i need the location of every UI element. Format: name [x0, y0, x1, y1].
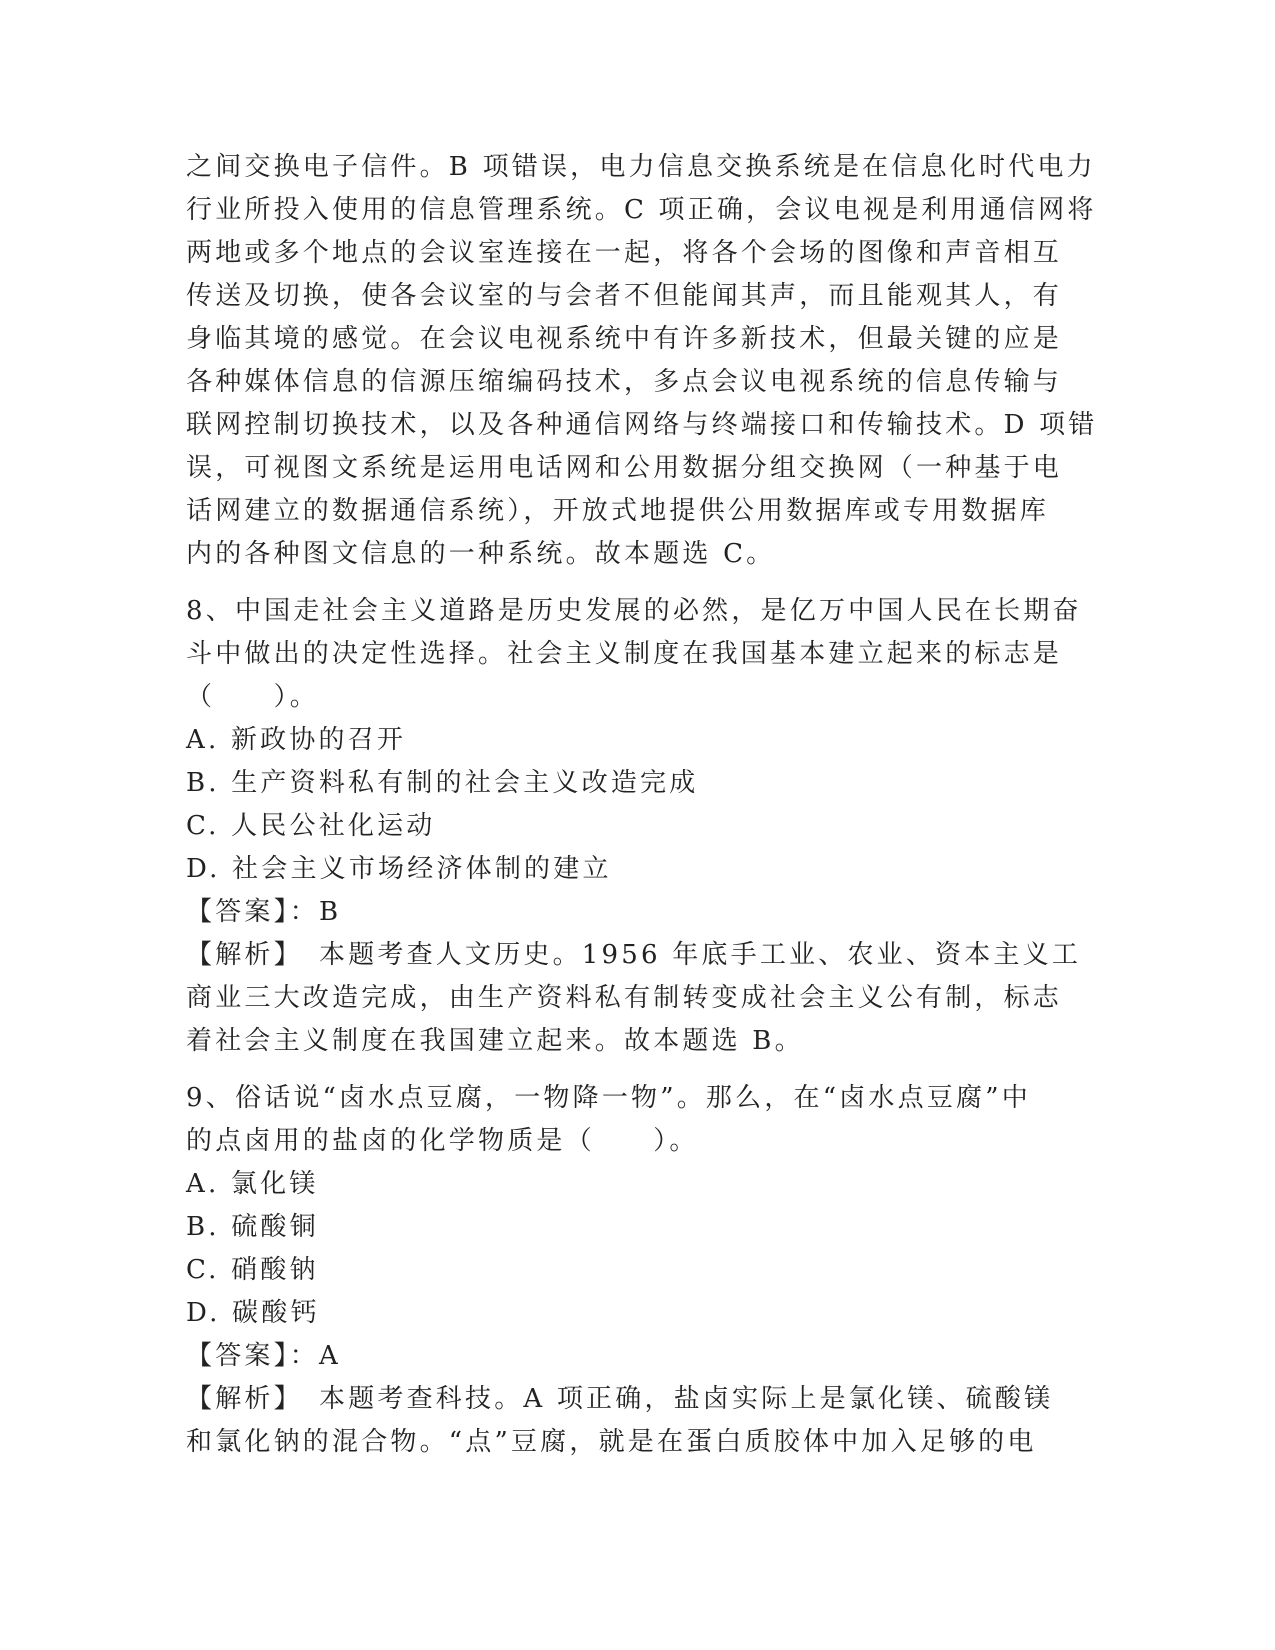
answer-line: 【答案】：A	[186, 1341, 341, 1371]
option-b: B. 生产资料私有制的社会主义改造完成	[186, 768, 699, 798]
text-line: 行业所投入使用的信息管理系统。C 项正确，会议电视是利用通信网将	[186, 195, 1097, 225]
text-line: 联网控制切换技术，以及各种通信网络与终端接口和传输技术。D 项错	[186, 410, 1098, 440]
explanation-line: 和氯化钠的混合物。“点”豆腐，就是在蛋白质胶体中加入足够的电	[186, 1427, 1037, 1457]
text-line: 各种媒体信息的信源压缩编码技术，多点会议电视系统的信息传输与	[186, 367, 1063, 397]
text-line: 传送及切换，使各会议室的与会者不但能闻其声，而且能观其人，有	[186, 281, 1063, 311]
text-line: 之间交换电子信件。B 项错误，电力信息交换系统是在信息化时代电力	[186, 152, 1096, 182]
paragraph-gap	[186, 1063, 1086, 1077]
option-a: A. 新政协的召开	[186, 725, 407, 755]
prev-explanation	[186, 146, 1098, 576]
explanation-line: 【解析】 本题考查人文历史。1956 年底手工业、农业、资本主义工	[186, 940, 1082, 970]
page-content	[186, 146, 1098, 1464]
option-a: A. 氯化镁	[186, 1169, 319, 1199]
option-d: D. 碳酸钙	[186, 1298, 320, 1328]
text-line: 身临其境的感觉。在会议电视系统中有许多新技术，但最关键的应是	[186, 324, 1063, 354]
question-stem-line: 9、俗话说“卤水点豆腐，一物降一物”。那么，在“卤水点豆腐”中	[186, 1083, 1031, 1113]
text-line: 话网建立的数据通信系统），开放式地提供公用数据库或专用数据库	[186, 496, 1050, 526]
option-c: C. 硝酸钠	[186, 1255, 319, 1285]
explanation-line: 着社会主义制度在我国建立起来。故本题选 B。	[186, 1026, 804, 1056]
option-c: C. 人民公社化运动	[186, 811, 436, 841]
question-stem-line: 8、中国走社会主义道路是历史发展的必然，是亿万中国人民在长期奋	[186, 596, 1082, 626]
explanation-line: 【解析】 本题考查科技。A 项正确，盐卤实际上是氯化镁、硫酸镁	[186, 1384, 1054, 1414]
paragraph-gap	[186, 576, 1086, 590]
text-line: 两地或多个地点的会议室连接在一起，将各个会场的图像和声音相互	[186, 238, 1063, 268]
text-line: 误，可视图文系统是运用电话网和公用数据分组交换网（一种基于电	[186, 453, 1063, 483]
question-9	[186, 1077, 1086, 1464]
text-line: 内的各种图文信息的一种系统。故本题选 C。	[186, 539, 776, 569]
answer-line: 【答案】：B	[186, 897, 342, 927]
question-8	[186, 590, 1086, 1063]
question-stem-line: 的点卤用的盐卤的化学物质是（ ）。	[186, 1126, 699, 1156]
explanation-line: 商业三大改造完成，由生产资料私有制转变成社会主义公有制，标志	[186, 983, 1063, 1013]
option-b: B. 硫酸铜	[186, 1212, 319, 1242]
question-stem-line: （ ）。	[186, 682, 320, 712]
question-stem-line: 斗中做出的决定性选择。社会主义制度在我国基本建立起来的标志是	[186, 639, 1063, 669]
option-d: D. 社会主义市场经济体制的建立	[186, 854, 612, 884]
